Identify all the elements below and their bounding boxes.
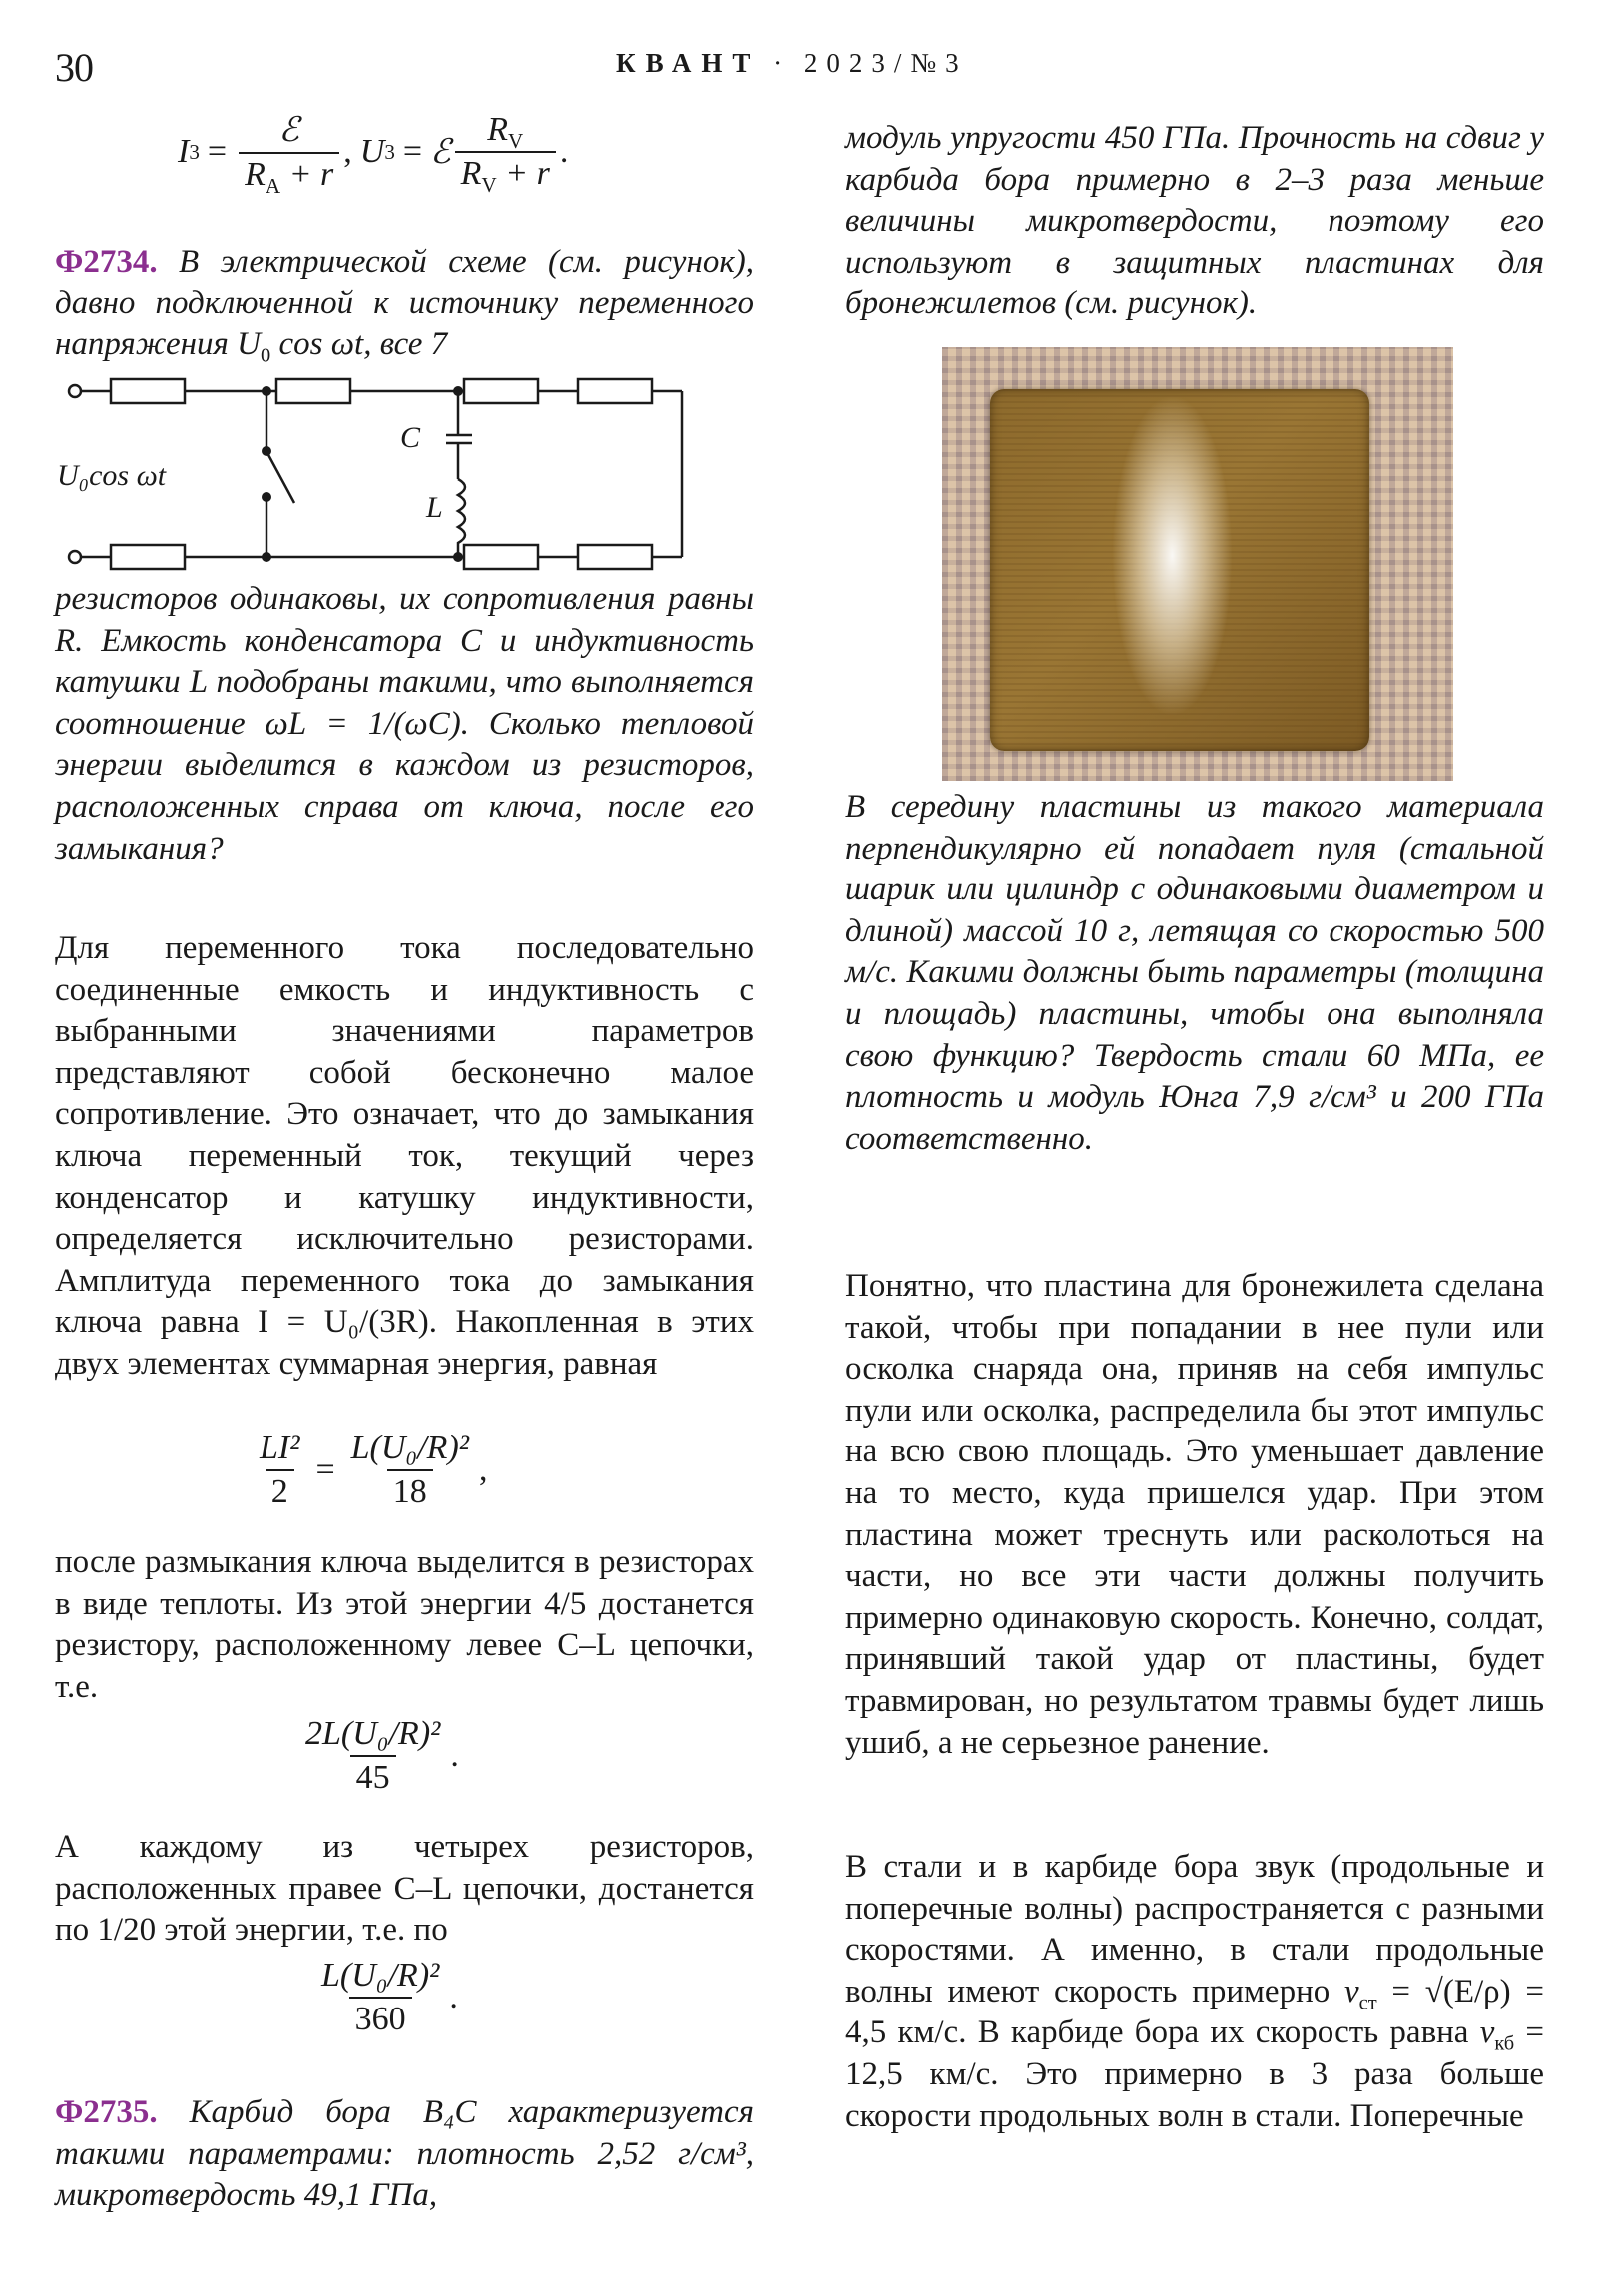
page-number: 30 [55, 45, 93, 90]
source-label: U₀cos ωt [57, 459, 167, 492]
formula-right-resistors: $\frac{\text{L(U₀/R)²}}{360}$ . [321, 1957, 458, 2037]
problem-label: Ф2734. [55, 244, 158, 280]
problem-2734: Ф2734. В электрической схеме (см. рисунок), давно подключенной к источнику переменного напряжения $U_0$ cos ωt, все 7 [55, 244, 754, 367]
formula-left-resistor: $\frac{\text{2L(U₀/R)²}}{45}$ . [305, 1715, 459, 1796]
fraction: $\frac{R_V}{R_V + r}$ [455, 111, 556, 193]
issue-number: 2023/№3 [803, 48, 968, 78]
magazine-title: КВАНТ [616, 48, 761, 78]
inductor-label: L [426, 491, 443, 524]
formula-i3-u3: I 3 = $\frac{\text{ℰ}}{R_A + r}$ , U 3 = ℰ $\frac{R_V}{R_V + r}$ . [178, 111, 569, 198]
boron-carbide-plate [990, 389, 1369, 751]
solution-2735-para1: Понятно, что пластина для бронежилета сделана такой, чтобы при попадании в нее пули или осколка снаряда она, приняв на себя импульс пули или осколка, распределила бы этот импульс на всю свою площадь. Это уменьшает давление на то место, куда пришелся удар. При этом пластина может треснуть или расколоться на части, но все эти части должны получить примерно одинаковую скорость. Конечно, солдат, принявший такой удар от пластины, будет травмирован, но результатом травмы будет лишь ушиб, а не серьезное ранение. [845, 1268, 1544, 1761]
fraction: $\frac{\text{ℰ}}{R_A + r}$ [239, 110, 339, 194]
solution-2735-para2: В стали и в карбиде бора звук (продольные и поперечные волны) распространяется с разными скоростями. А именно, в стали продольные волны имеют скорость примерно $v_{ст} = √(E/\rho) = 4,5$ км/с. В карбиде бора их скорость равна $v_{кб} = 12,5$ км/с. Это примерно в 3 раза больше скорости продольных волн в стали. Поперечные [845, 1849, 1545, 2134]
problem-2735: Ф2735. Карбид бора B₄C характеризуется такими параметрами: плотность 2,52 г/см³, микротвердость 49,1 ГПа, [55, 2094, 754, 2214]
running-head [616, 48, 968, 79]
circuit-diagram [55, 367, 754, 577]
problem-2735-question: В середину пластины из такого материала перпендикулярно ей попадает пуля (стальной шарик или цилиндр с одинаковыми диаметром и длиной) массой 10 г, летящая со скоростью 500 м/с. Какими должны быть параметры (толщина и площадь) пластины, чтобы она выполняла свою функцию? Твердость стали 60 МПа, ее плотность и модуль Юнга 7,9 г/см³ и 200 ГПа соответственно. [845, 789, 1544, 1157]
solution-2734-para3: А каждому из четырех резисторов, расположенных правее C–L цепочки, достанется по 1/20 этой энергии, т.е. по [55, 1829, 754, 1949]
armor-plate-photo [942, 347, 1453, 781]
problem-label: Ф2735. [55, 2094, 158, 2130]
formula-energy: $\frac{\text{LI²}}{2}$ = $\frac{\text{L(U₀/R)²}}{18}$ , [260, 1430, 488, 1510]
resistor [111, 379, 185, 403]
problem-2734-continuation: резисторов одинаковы, их сопротивления равны R. Емкость конденсатора C и индуктивность катушки L подобраны такими, что выполняется соотношение ωL = 1/(ωC). Сколько тепловой энергии выделится в каждом из резисторов, расположенных справа от ключа, после его замыкания? [55, 581, 754, 866]
problem-2735-continuation: модуль упругости 450 ГПа. Прочность на сдвиг у карбида бора примерно в 2–3 раза меньше величины микротвердости, поэтому его используют в защитных пластинах для бронежилетов (см. рисунок). [845, 120, 1544, 322]
solution-2734-para1: Для переменного тока последовательно соединенные емкость и индуктивность с выбранными значениями параметров представляют собой бесконечно малое сопротивление. Это означает, что до замыкания ключа переменный ток, текущий через конденсатор и катушку индуктивности, определяется исключительно резисторами. Амплитуда переменного тока до замыкания ключа равна I = U₀/(3R). Накопленная в этих двух элементах суммарная энергия, равная [55, 930, 754, 1382]
header-separator: · [773, 48, 783, 78]
capacitor-label: C [400, 421, 421, 454]
solution-2734-para2: после размыкания ключа выделится в резисторах в виде теплоты. Из этой энергии 4/5 достанется резистору, расположенному левее C–L цепочки, т.е. [55, 1544, 754, 1705]
